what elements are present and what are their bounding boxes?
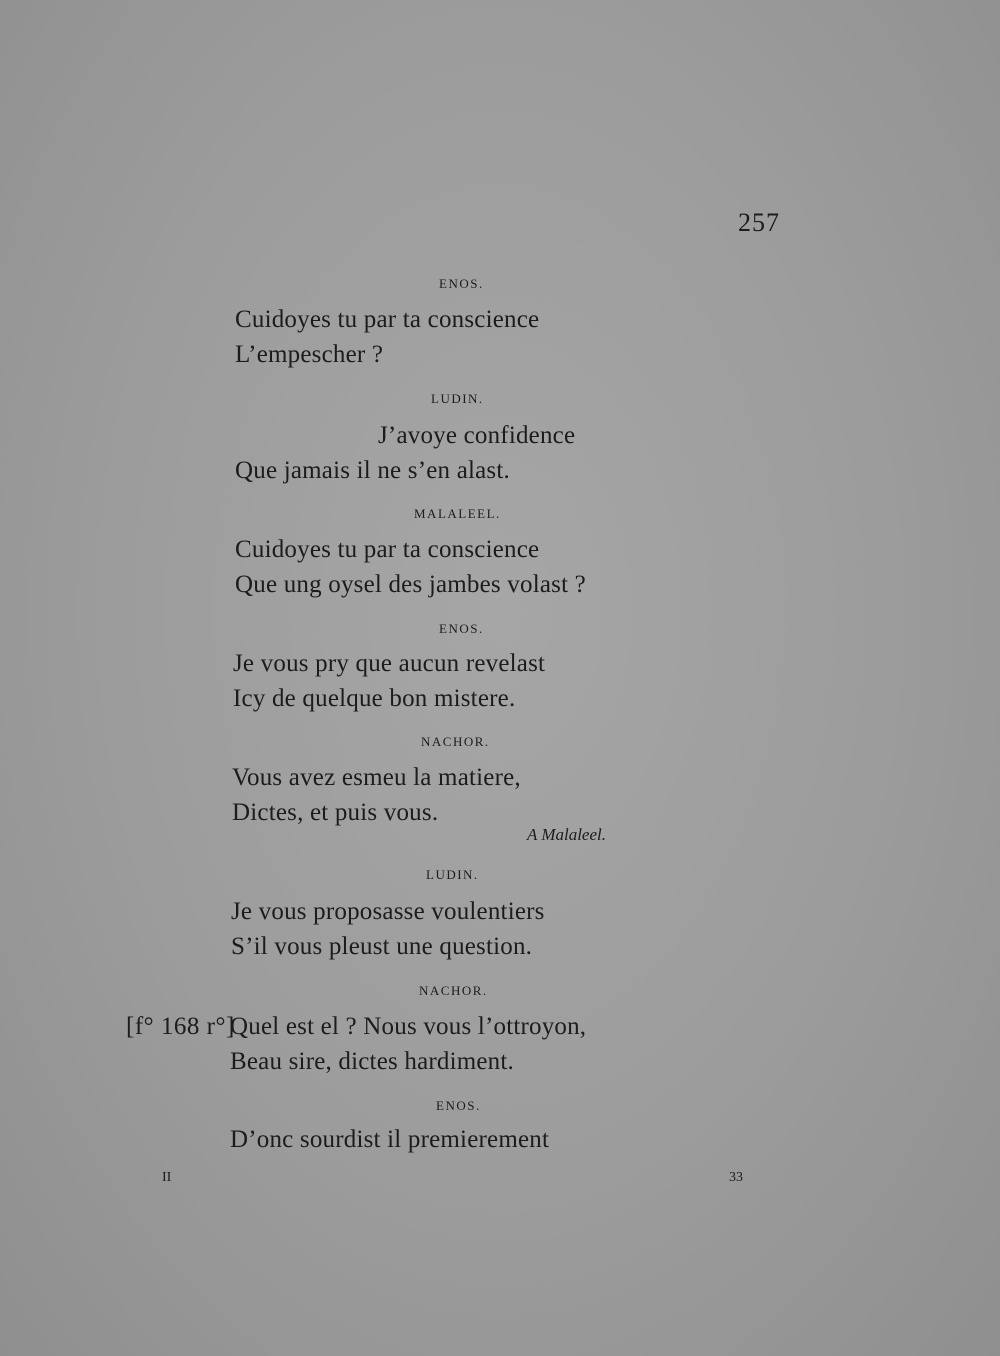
speaker-nachor: NACHOR. [419, 983, 488, 998]
speaker-malaleel: MALALEEL. [414, 506, 501, 521]
page-number: 257 [738, 208, 780, 237]
verse-line: Cuidoyes tu par ta conscience [235, 536, 540, 563]
verse-line: Quel est el ? Nous vous l’ottroyon, [230, 1013, 587, 1040]
verse-line: J’avoye confidence [378, 422, 576, 449]
signature-mark-left: II [162, 1170, 172, 1185]
folio-reference: [f° 168 r°] [126, 1013, 235, 1040]
speaker-enos: ENOS. [436, 1098, 481, 1113]
verse-line: L’empescher ? [235, 341, 384, 368]
speaker-ludin: LUDIN. [431, 391, 484, 406]
verse-line: Je vous pry que aucun revelast [233, 650, 546, 677]
verse-line: D’onc sourdist il premierement [230, 1126, 550, 1153]
signature-mark-right: 33 [729, 1170, 743, 1185]
verse-line: Cuidoyes tu par ta conscience [235, 306, 540, 333]
speaker-enos: ENOS. [439, 276, 484, 291]
verse-line: Je vous proposasse voulentiers [231, 898, 545, 925]
speaker-enos: ENOS. [439, 621, 484, 636]
verse-line: Beau sire, dictes hardiment. [230, 1048, 514, 1075]
speaker-ludin: LUDIN. [426, 867, 479, 882]
verse-line: Dictes, et puis vous. [232, 799, 439, 826]
stage-direction: A Malaleel. [527, 825, 606, 844]
verse-line: Vous avez esmeu la matiere, [232, 764, 521, 791]
verse-line: S’il vous pleust une question. [231, 933, 533, 960]
verse-line: Icy de quelque bon mistere. [233, 685, 516, 712]
verse-line: Que ung oysel des jambes volast ? [235, 571, 586, 598]
verse-line: Que jamais il ne s’en alast. [235, 457, 510, 484]
speaker-nachor: NACHOR. [421, 734, 490, 749]
